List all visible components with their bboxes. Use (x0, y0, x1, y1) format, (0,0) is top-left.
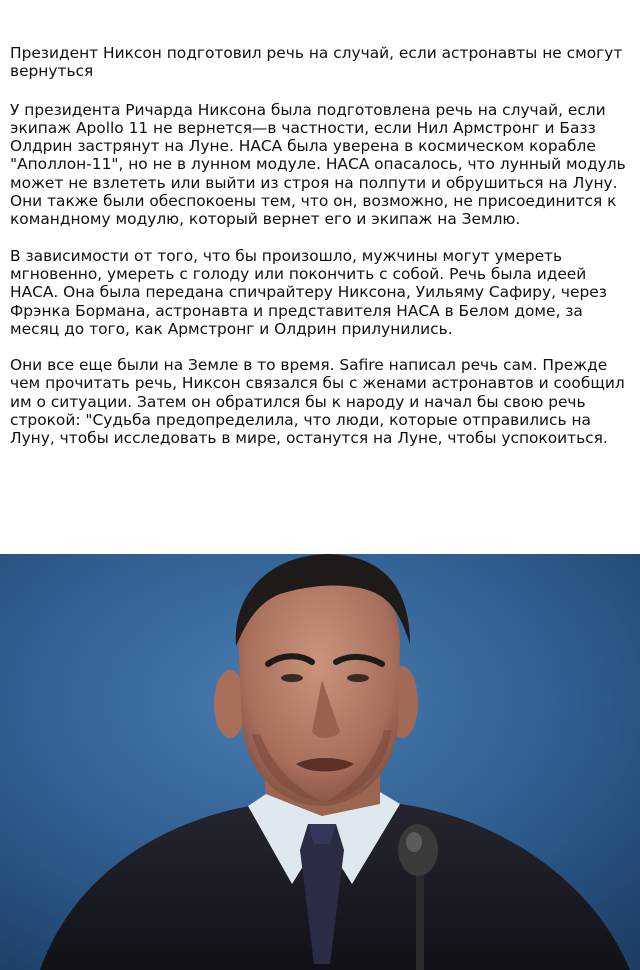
microphone-stand (416, 874, 424, 970)
article-paragraph-2: В зависимости от того, что бы произошло, мужчины могут умереть мгновенно, умереть с голоду или покончить с собой. Речь была идеей НАСА. Она была передана спичрайтеру Никсона, Уильяму Сафиру, через Фрэнка Бормана, астронавта и представителя НАСА в Белом доме, за месяц до того, как Армстронг и Олдрин прилунились. (10, 246, 607, 338)
article-paragraph-3: Они все еще были на Земле в то время. Safire написал речь сам. Прежде чем прочитать речь, Никсон связался бы с женами астронавтов и сообщил им о ситуации. Затем он обратился бы к народу и начал бы свою речь строкой: "Судьба предопределила, что люди, которые отправились на Луну, чтобы исследовать в мире, останутся на Луне, чтобы успокоиться. (10, 356, 625, 448)
left-eye (281, 674, 303, 682)
microphone-highlight (406, 832, 422, 852)
article-title: Президент Никсон подготовил речь на случай, если астронавты не смогут вернуться (10, 44, 623, 81)
right-eye (347, 674, 369, 682)
nixon-photo (0, 554, 640, 970)
article (10, 44, 634, 466)
article-paragraph-1: У президента Ричарда Никсона была подготовлена речь на случай, если экипаж Apollo 11 не вернется—в частности, если Нил Армстронг и Базз Олдрин застрянут на Луне. НАСА была уверена в космическом корабле "Аполлон-11", но не в лунном модуле. НАСА опасалось, что лунный модуль может не взлететь или выйти из строя на полпути и обрушиться на Луну. Они также были обеспокоены тем, что он, возможно, не присоединится к командному модулю, который вернет его и экипаж на Землю. (10, 100, 626, 229)
nixon-portrait-illustration (0, 554, 640, 970)
